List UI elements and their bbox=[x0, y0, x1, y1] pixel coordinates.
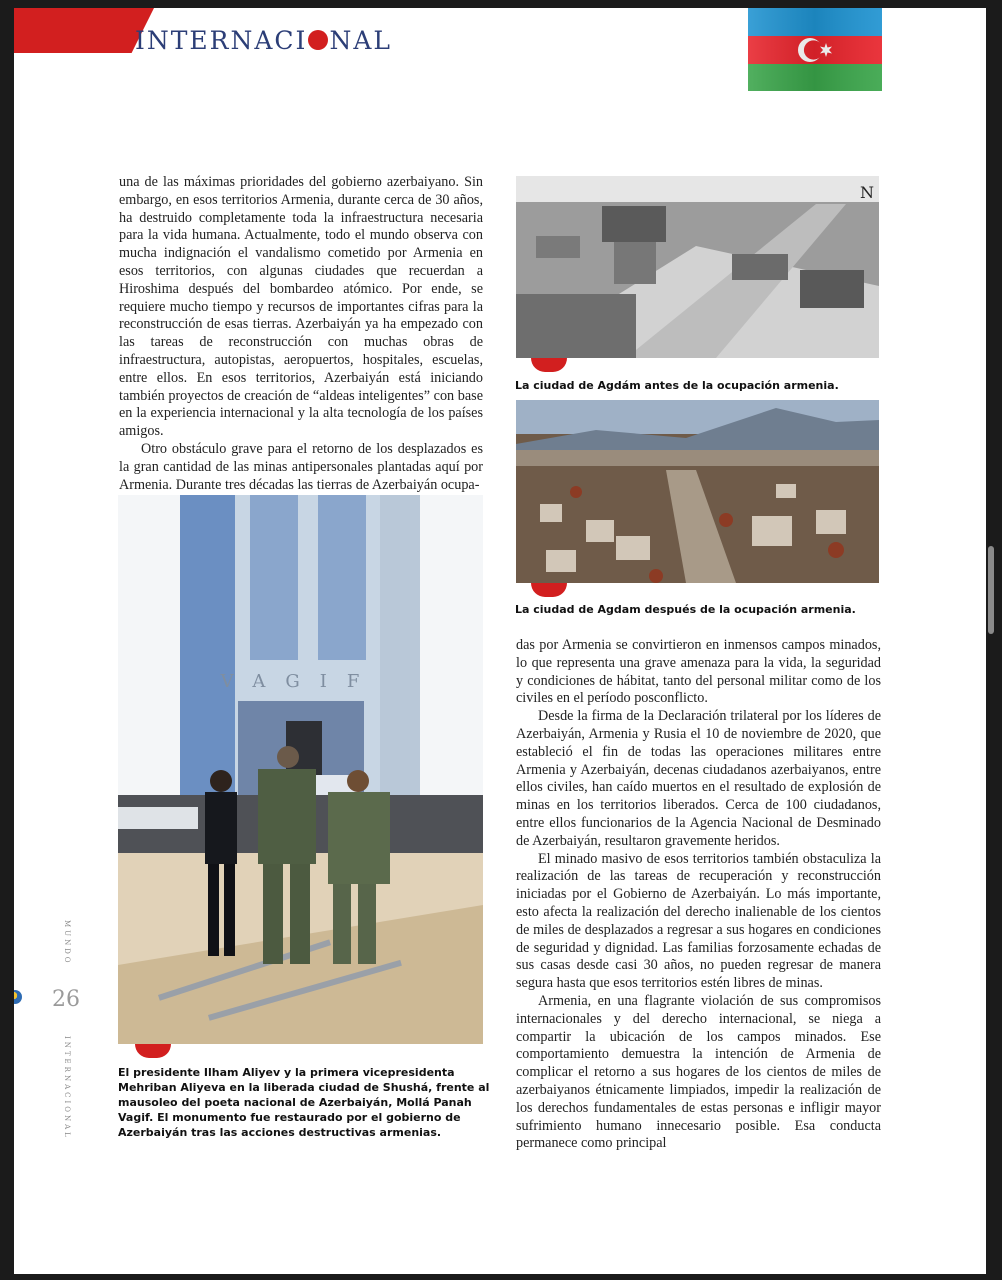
paragraph: Armenia, en una flagrante violación de sus compromisos internacionales y del derecho internacional, se niega a compartir la ubicación de los campos minados. Ese comportamiento demuestra la intención de Armenia de complicar el retorno a sus hogares de los cientos de miles de azerbaiyanos étnicamente limpiados, impedir la realización de los derechos fundamentales de estas personas e infligir mayor sufrimiento humano innecesario posible. Esa conducta permanece como principal bbox=[516, 992, 881, 1152]
globe-icon bbox=[14, 990, 22, 1004]
caption-agdam-after: La ciudad de Agdam después de la ocupación armenia. bbox=[515, 603, 856, 616]
caption-marker-icon bbox=[531, 358, 567, 372]
magazine-page bbox=[14, 8, 986, 1274]
side-label-mundo: MUNDO bbox=[63, 920, 71, 966]
paragraph: El minado masivo de esos territorios también obstaculiza la realización de las tareas de recuperación y reconstrucción iniciadas por el Gobierno de Azerbaiyán. Lo más importante, esto afecta la realización del derecho inalienable de los cientos de miles de desplazados a regresar a sus hogares en condiciones de seguridad y dignidad. Las familias forzosamente echadas de sus casas desde casi 30 años, no pueden regresar de manera segura hasta que esos territorios estén libres de minas. bbox=[516, 850, 881, 992]
azerbaijan-flag-icon bbox=[748, 8, 882, 91]
paragraph: Desde la firma de la Declaración trilateral por los líderes de Azerbaiyán, Armenia y Rusia el 10 de noviembre de 2020, que estableció el fin de todas las operaciones militares entre Armenia y Azerbaiyán, decenas ciudadanos azerbaiyanos, entre ellos civiles, han caído muertos en el resultado de explosión de minas en los territorios liberados. Cerca de 100 ciudadanos, entre ellos funcionarios de la Agencia Nacional de Desminado de Azerbaiyán, resultaron gravemente heridos. bbox=[516, 708, 881, 849]
right-column-text bbox=[516, 637, 881, 1153]
side-label-internacional: INTERNACIONAL bbox=[63, 1036, 71, 1140]
mausoleum-sign-text: VAGIF bbox=[220, 671, 380, 692]
page-number: 26 bbox=[52, 987, 80, 1012]
photo-agdam-after bbox=[516, 400, 879, 583]
paragraph: una de las máximas prioridades del gobierno azerbaiyano. Sin embargo, en esos territorios Armenia, durante cerca de 30 años, ha destruido completamente toda la infraestructura necesaria para la vida humana. Actualmente, todo el mundo observa con mucha indignación el vandalismo cometido por Armenia en esos territorios, con algunas ciudades que recuerdan a Hiroshima después del bombardeo atómico. Por ende, se requiere mucho tiempo y recursos de importantes cifras para la reconstrucción de esas tierras. Azerbaiyán ya ha empezado con las tareas de reconstrucción con muchas obras de infraestructura, autopistas, aeropuertos, hospitales, escuelas, entre ellos. En esos territorios, Azerbaiyán está iniciando también proyectos de creación de “aldeas inteligentes” con base en la experiencia internacional y la alta tecnología de los países amigos. bbox=[119, 174, 483, 440]
paragraph: das por Armenia se convirtieron en inmensos campos minados, lo que representa una grave amenaza para la vida, la seguridad y condiciones de hábitat, tanto del personal militar como de los civiles en el período posconflicto. bbox=[516, 637, 881, 707]
caption-agdam-before: La ciudad de Agdám antes de la ocupación armenia. bbox=[515, 379, 839, 392]
scrollbar-thumb[interactable] bbox=[988, 546, 994, 634]
photo-corner-mark: N bbox=[860, 183, 874, 202]
section-title: INTERNACI NAL bbox=[135, 26, 392, 55]
title-o-dot-icon bbox=[308, 30, 328, 50]
caption-shusha-photo: El presidente Ilham Aliyev y la primera vicepresidenta Mehriban Aliyeva en la liberada ciudad de Shushá, frente al mausoleo del poeta nacional de Azerbaiyán, Mollá Panah Vagif. El monumento fue restaurado por el gobierno de Azerbaiyán tras las acciones destructivas armenias. bbox=[118, 1066, 490, 1139]
left-column-text bbox=[119, 174, 483, 494]
photo-agdam-before bbox=[516, 176, 879, 358]
caption-marker-icon bbox=[135, 1044, 171, 1058]
header-red-tab bbox=[14, 8, 154, 53]
photo-shusha-mausoleum bbox=[118, 495, 483, 1044]
caption-marker-icon bbox=[531, 583, 567, 597]
paragraph: Otro obstáculo grave para el retorno de los desplazados es la gran cantidad de las minas antipersonales plantadas aquí por Armenia. Durante tres décadas las tierras de Azerbaiyán ocupa- bbox=[119, 440, 483, 493]
